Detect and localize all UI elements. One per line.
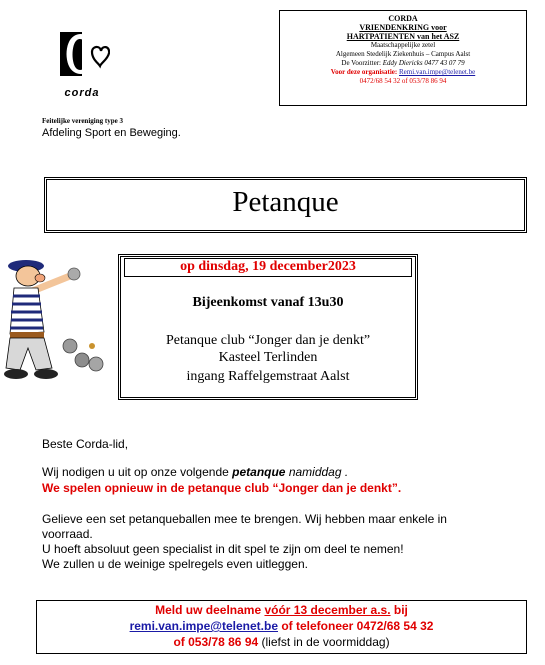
paragraph-bring-line2: voorraad. — [42, 527, 93, 541]
org-phones: 0472/68 54 32 of 053/78 86 94 — [359, 77, 447, 85]
org-email-link[interactable]: Remi.van.impe@telenet.be — [399, 68, 476, 76]
org-line4: Algemeen Stedelijk Ziekenhuis – Campus Aalst — [335, 50, 471, 58]
venue-name: Kasteel Terlinden — [218, 350, 318, 365]
registration-line3: of 053/78 86 94 (liefst in de voormiddag) — [173, 635, 390, 649]
paragraph-no-specialist: U hoeft absoluut geen specialist in dit spel te zijn om deel te nemen! — [42, 542, 404, 556]
venue-entrance: ingang Raffelgemstraat Aalst — [186, 369, 350, 384]
legal-form: Feitelijke vereniging type 3 — [42, 117, 123, 125]
org-contact: Voor deze organisatie: Remi.van.impe@telenet.be — [330, 68, 476, 76]
logo-wordmark: corda — [64, 87, 100, 99]
org-line3: Maatschappelijke zetel — [370, 41, 436, 49]
paragraph-bring-line1: Gelieve een set petanqueballen mee te brengen. Wij hebben maar enkele in — [42, 512, 447, 526]
paragraph-location: We spelen opnieuw in de petanque club “Jonger dan je denkt”. — [42, 481, 402, 495]
org-chair: De Voorzitter: Eddy Diericks 0477 43 07 79 — [341, 59, 465, 67]
org-line2: HARTPATIENTEN van het ASZ — [346, 32, 460, 41]
meeting-time: Bijeenkomst vanaf 13u30 — [192, 295, 344, 310]
page-title: Petanque — [232, 186, 339, 218]
paragraph-rules: We zullen u de weinige spelregels even uitleggen. — [42, 557, 308, 571]
club-name: Petanque club “Jonger dan je denkt” — [165, 333, 371, 348]
org-line1: VRIENDENKRING voor — [359, 23, 447, 32]
organization-box — [279, 10, 527, 106]
paragraph-invite: Wij nodigen u uit op onze volgende petanque namiddag . — [42, 465, 349, 479]
registration-email-link[interactable]: remi.van.impe@telenet.be — [129, 619, 278, 633]
greeting: Beste Corda-lid, — [42, 437, 129, 451]
org-name: CORDA — [388, 14, 418, 23]
registration-line1: Meld uw deelname vóór 13 december a.s. bij — [155, 603, 408, 617]
petanque-player-illustration-icon — [0, 252, 112, 392]
event-date: op dinsdag, 19 december2023 — [180, 259, 356, 274]
department: Afdeling Sport en Beweging. — [42, 127, 181, 139]
registration-line2: remi.van.impe@telenet.be of telefoneer 0472/68 54 32 — [129, 619, 434, 633]
